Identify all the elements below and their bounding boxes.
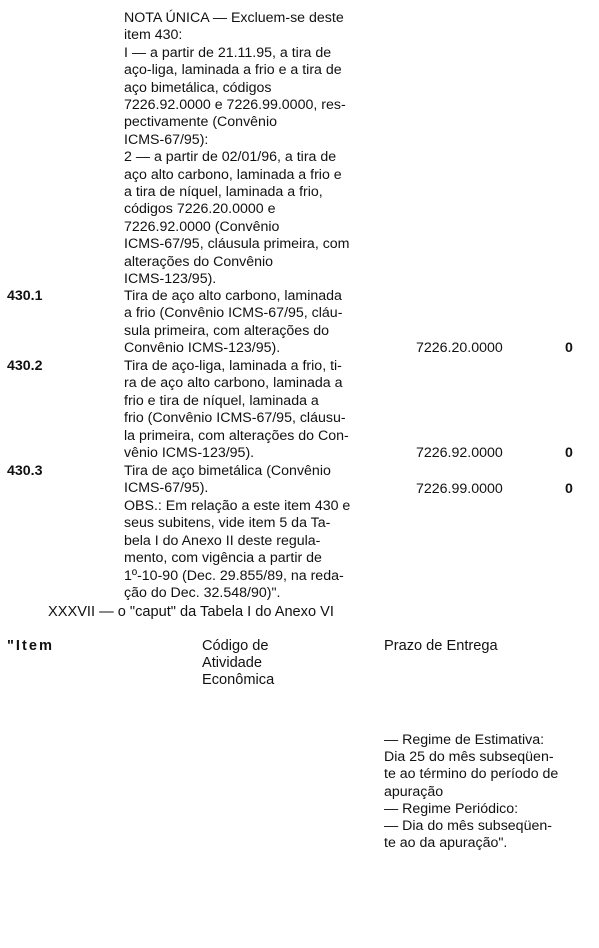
item-aliquota: 0: [565, 340, 573, 356]
column-header-prazo: Prazo de Entrega: [384, 638, 498, 654]
item-code: 7226.20.0000: [416, 340, 503, 356]
nota-line: ICMS-67/95):: [124, 131, 209, 148]
item-line: vênio ICMS-123/95).: [124, 445, 255, 462]
item-line: ra de aço alto carbono, laminada a: [124, 375, 343, 392]
obs-line: ção do Dec. 32.548/90)".: [124, 585, 281, 602]
item-number: 430.1: [7, 288, 43, 304]
item-line: Tira de aço alto carbono, laminada: [124, 288, 342, 304]
prazo-line: apuração: [384, 783, 444, 800]
item-code: 7226.92.0000: [416, 445, 503, 461]
nota-line: aço bimetálica, códigos: [124, 79, 272, 96]
nota-line: 2 — a partir de 02/01/96, a tira de: [124, 149, 337, 166]
nota-line: a tira de níquel, laminada a frio,: [124, 184, 323, 201]
nota-unica: [124, 10, 394, 289]
item-line: la primeira, com alterações do Con-: [124, 427, 349, 444]
nota-line: alterações do Convênio: [124, 253, 274, 270]
nota-line: códigos 7226.20.0000 e: [124, 201, 276, 218]
nota-line: 7226.92.0000 (Convênio: [124, 218, 280, 235]
item-line: Tira de aço-liga, laminada a frio, ti-: [124, 358, 342, 374]
item-aliquota: 0: [565, 481, 573, 497]
item-line: sula primeira, com alterações do: [124, 322, 330, 339]
item-description: [124, 288, 394, 358]
item-line: ICMS-67/95).: [124, 480, 209, 497]
item-line: Tira de aço bimetálica (Convênio: [124, 463, 331, 479]
obs-line: OBS.: Em relação a este item 430 e: [124, 498, 351, 514]
item-number: 430.3: [7, 463, 43, 479]
column-header-codigo: [202, 638, 274, 689]
header-line: Código de: [202, 638, 269, 654]
column-header-item: "Item: [7, 638, 54, 654]
item-line: frio e tira de níquel, laminada a: [124, 392, 319, 409]
item-number: 430.2: [7, 358, 43, 374]
item-description: [124, 463, 394, 498]
nota-line: item 430:: [124, 27, 183, 44]
obs-line: mento, com vigência a partir de: [124, 550, 322, 567]
item-code: 7226.99.0000: [416, 481, 503, 497]
nota-line: ICMS-67/95, cláusula primeira, com: [124, 236, 350, 253]
nota-line: 7226.92.0000 e 7226.99.0000, res-: [124, 97, 346, 114]
paragraph-xxxvii: XXXVII — o "caput" da Tabela I do Anexo VI: [48, 604, 334, 620]
nota-line: I — a partir de 21.11.95, a tira de: [124, 44, 332, 61]
nota-line: aço-liga, laminada a frio e a tira de: [124, 62, 342, 79]
item-line: frio (Convênio ICMS-67/95, cláusu-: [124, 410, 346, 427]
header-line: Econômica: [202, 672, 275, 688]
prazo-line: te ao da apuração".: [384, 835, 508, 852]
prazo-line: — Dia do mês subseqüen-: [384, 818, 552, 835]
item-line: Convênio ICMS-123/95).: [124, 340, 281, 357]
obs-line: seus subitens, vide item 5 da Ta-: [124, 515, 331, 532]
prazo-line: — Regime Periódico:: [384, 800, 519, 817]
prazo-line: — Regime de Estimativa:: [384, 732, 545, 748]
nota-line: aço alto carbono, laminada a frio e: [124, 166, 342, 183]
obs-note: [124, 498, 394, 602]
header-line: Atividade: [202, 655, 263, 671]
item-description: [124, 358, 394, 462]
prazo-content: [384, 732, 594, 852]
nota-line: pectivamente (Convênio: [124, 114, 277, 131]
obs-line: 1º-10-90 (Dec. 29.855/89, na reda-: [124, 567, 344, 584]
prazo-line: te ao término do período de: [384, 766, 559, 783]
obs-line: bela I do Anexo II deste regula-: [124, 532, 321, 549]
item-aliquota: 0: [565, 445, 573, 461]
nota-line: ICMS-123/95).: [124, 271, 217, 288]
prazo-line: Dia 25 do mês subseqüen-: [384, 749, 554, 766]
nota-line: NOTA ÚNICA — Excluem-se deste: [124, 10, 344, 26]
item-line: a frio (Convênio ICMS-67/95, cláu-: [124, 305, 343, 322]
